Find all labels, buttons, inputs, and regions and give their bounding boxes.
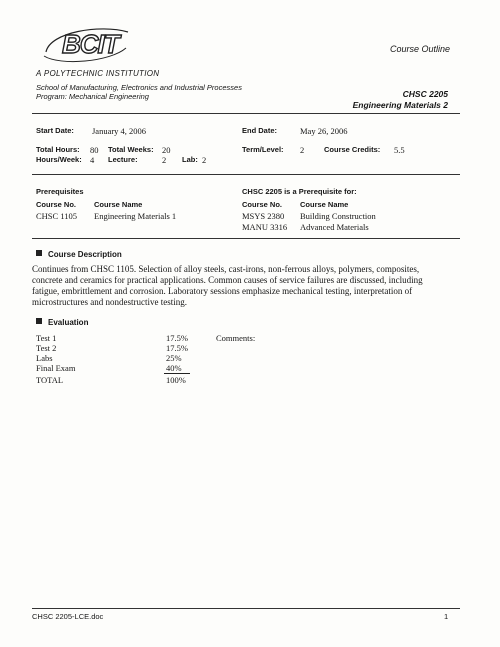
prereq-for-col-course-no: Course No.	[242, 200, 283, 209]
prereq-for-course-name: Advanced Materials	[300, 222, 369, 232]
evaluation-item: Test 2	[36, 343, 57, 353]
term-level-value: 2	[300, 145, 305, 155]
course-credits-label: Course Credits:	[324, 145, 381, 154]
course-description-text: Continues from CHSC 1105. Selection of alloy steels, cast-irons, non-ferrous alloys, polymers, composites, concrete and ceramics for practical applications. Common causes of service failures are discussed, including fatigue, embrittlement and corrosion. Laboratory sessions emphasize mechanical testing, interpretation of microstructures and nondestructive testing.	[32, 264, 423, 307]
evaluation-value: 25%	[166, 353, 182, 363]
end-date-label: End Date:	[242, 126, 278, 135]
total-weeks-label: Total Weeks:	[108, 145, 154, 154]
evaluation-value: 100%	[166, 375, 186, 385]
logo-text: BCIT	[62, 29, 119, 59]
evaluation-item: Final Exam	[36, 363, 76, 373]
footer-filename: CHSC 2205-LCE.doc	[32, 612, 104, 621]
bullet-square-icon	[36, 250, 42, 256]
prerequisites-heading: Prerequisites	[36, 187, 84, 196]
evaluation-value: 17.5%	[166, 343, 188, 353]
course-code: CHSC 2205	[402, 89, 448, 99]
footer-divider	[32, 608, 460, 609]
lab-label: Lab:	[182, 155, 198, 164]
prereq-for-course-no: MANU 3316	[242, 222, 288, 232]
prereq-for-course-name: Building Construction	[300, 211, 376, 221]
prereq-course-no: CHSC 1105	[36, 211, 78, 221]
page-number: 1	[444, 612, 449, 621]
program-name: Program: Mechanical Engineering	[36, 92, 149, 101]
lecture-value: 2	[162, 155, 167, 165]
total-weeks-value: 20	[162, 145, 171, 155]
prereq-col-course-no: Course No.	[36, 200, 77, 209]
prereq-col-course-name: Course Name	[94, 200, 143, 209]
prereq-for-col-course-name: Course Name	[300, 200, 349, 209]
hours-week-value: 4	[90, 155, 95, 165]
evaluation-value: 40%	[166, 363, 182, 373]
hours-week-label: Hours/Week:	[36, 155, 82, 164]
prereq-for-heading: CHSC 2205 is a Prerequisite for:	[242, 187, 357, 196]
end-date-value: May 26, 2006	[300, 126, 348, 136]
start-date-label: Start Date:	[36, 126, 74, 135]
term-level-label: Term/Level:	[242, 145, 284, 154]
doc-type: Course Outline	[389, 44, 450, 54]
evaluation-item: TOTAL	[36, 375, 64, 385]
course-credits-value: 5.5	[394, 145, 405, 155]
lecture-label: Lecture:	[108, 155, 138, 164]
school-name: School of Manufacturing, Electronics and Industrial Processes	[36, 83, 242, 92]
lab-value: 2	[202, 155, 207, 165]
bullet-square-icon	[36, 318, 42, 324]
start-date-value: January 4, 2006	[92, 126, 147, 136]
bcit-logo	[40, 22, 132, 70]
prereq-divider	[32, 238, 460, 239]
total-underline	[164, 373, 190, 374]
evaluation-heading: Evaluation	[36, 318, 88, 327]
evaluation-item: Labs	[36, 353, 53, 363]
course-title: Engineering Materials 2	[352, 100, 448, 110]
evaluation-value: 17.5%	[166, 333, 188, 343]
total-hours-value: 80	[90, 145, 99, 155]
info-divider	[32, 174, 460, 175]
course-description-heading: Course Description	[36, 250, 122, 259]
evaluation-item: Test 1	[36, 333, 57, 343]
prereq-for-course-no: MSYS 2380	[242, 211, 285, 221]
prereq-course-name: Engineering Materials 1	[94, 211, 177, 221]
tagline: A POLYTECHNIC INSTITUTION	[36, 69, 160, 78]
total-hours-label: Total Hours:	[36, 145, 80, 154]
evaluation-comments-label: Comments:	[216, 333, 256, 343]
header-divider	[32, 113, 460, 114]
